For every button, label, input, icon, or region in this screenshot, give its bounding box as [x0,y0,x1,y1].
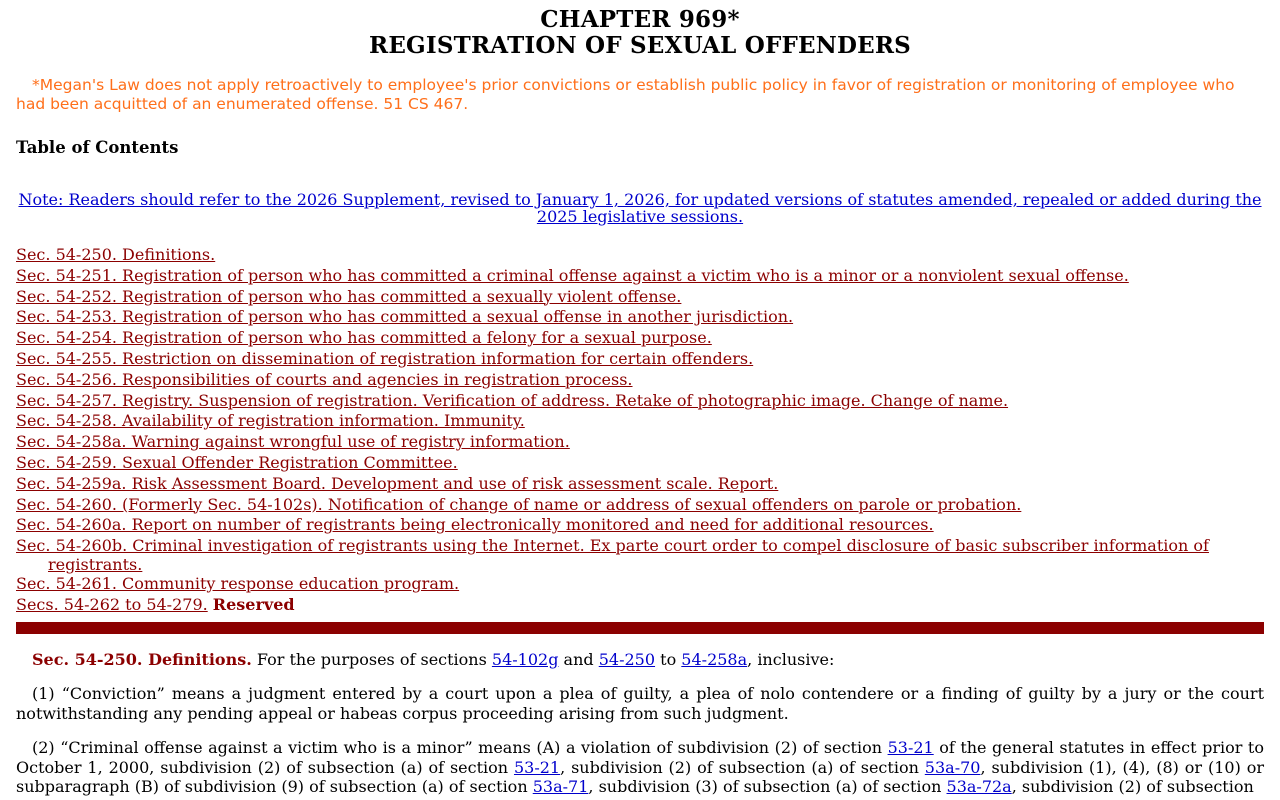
statute-body [16,650,1264,797]
supplement-note [16,191,1264,225]
toc-item [16,245,1264,266]
toc-link-54-260b[interactable]: Sec. 54-260b. Criminal investigation of registrants using the Internet. Ex parte court order to compel disclosure of basic subscriber information of registrants. [16,536,1209,575]
toc-item [16,287,1264,308]
definition-criminal-offense-minor [16,738,1264,797]
section-54-250-intro [16,650,1264,670]
toc-item [16,266,1264,287]
toc-item [16,411,1264,432]
toc-link-54-258[interactable]: Sec. 54-258. Availability of registration information. Immunity. [16,411,525,431]
chapter-name: REGISTRATION OF SEXUAL OFFENDERS [369,32,911,59]
toc-item [16,328,1264,349]
toc-link-54-256[interactable]: Sec. 54-256. Responsibilities of courts and agencies in registration process. [16,369,633,389]
toc-link-54-255[interactable]: Sec. 54-255. Restriction on dissemination of registration information for certain offenders. [16,348,754,368]
link-54-250[interactable]: 54-250 [598,649,656,669]
link-54-102g[interactable]: 54-102g [491,649,559,669]
toc-link-54-260a[interactable]: Sec. 54-260a. Report on number of registrants being electronically monitored and need for additional resources. [16,515,934,535]
toc-link-54-261[interactable]: Sec. 54-261. Community response education program. [16,574,460,594]
table-of-contents [16,245,1264,616]
toc-link-54-262-to-54-279[interactable]: Secs. 54-262 to 54-279. [16,594,208,614]
toc-item [16,391,1264,412]
para-text: , subdivision (2) of subsection (a) of section [560,757,919,777]
link-53a-70[interactable]: 53a-70 [924,757,981,777]
link-54-258a[interactable]: 54-258a [681,649,748,669]
toc-link-54-259[interactable]: Sec. 54-259. Sexual Offender Registration Committee. [16,452,458,472]
chapter-footnote: *Megan's Law does not apply retroactively to employee's prior convictions or establish public policy in favor of registration or monitoring of employee who had been acquitted of an enumerated offense. 51 CS 467. [16,76,1235,113]
link-53a-71[interactable]: 53a-71 [532,777,589,797]
toc-item [16,536,1264,574]
toc-item [16,453,1264,474]
toc-item [16,574,1264,595]
toc-heading: Table of Contents [16,138,179,157]
toc-link-54-250[interactable]: Sec. 54-250. Definitions. [16,245,216,264]
chapter-title [16,7,1264,59]
para-text: of the general statutes in effect prior to October 1, 2000, subdivision (2) of subsection (a) of section [16,738,1264,777]
toc-item [16,474,1264,495]
toc-item [16,370,1264,391]
para-text: , subdivision (1), (4), (8) or (10) or subparagraph (B) of subdivision (9) of subsection (a) of section [16,757,1265,797]
chapter-number: CHAPTER 969* [540,6,740,33]
section-divider [16,622,1264,634]
toc-link-54-252[interactable]: Sec. 54-252. Registration of person who has committed a sexually violent offense. [16,286,682,306]
toc-link-54-259a[interactable]: Sec. 54-259a. Risk Assessment Board. Development and use of risk assessment scale. Report. [16,473,779,493]
toc-item [16,307,1264,328]
para-text: (2) “Criminal offense against a victim who is a minor” means (A) a violation of subdivision (2) of section [32,738,883,758]
intro-tail: , inclusive: [747,649,835,669]
toc-item [16,495,1264,516]
reserved-label: Reserved [212,594,295,614]
intro-text: For the purposes of sections [256,649,487,669]
link-53-21[interactable]: 53-21 [513,757,561,777]
link-53-21[interactable]: 53-21 [887,738,934,758]
toc-item [16,349,1264,370]
para-text: , subdivision (3) of subsection (a) of section [588,777,942,797]
toc-item [16,515,1264,536]
toc-item [16,595,1264,616]
toc-link-54-254[interactable]: Sec. 54-254. Registration of person who has committed a felony for a sexual purpose. [16,328,712,348]
statute-page [16,0,1264,797]
toc-link-54-258a[interactable]: Sec. 54-258a. Warning against wrongful use of registry information. [16,432,570,452]
supplement-note-link[interactable]: Note: Readers should refer to the 2026 Supplement, revised to January 1, 2026, for updated versions of statutes amended, repealed or added during the 2025 legislative sessions. [18,190,1262,226]
intro-and: and [563,649,594,669]
para-text: , subdivision (2) of subsection [1011,777,1254,797]
intro-to: to [660,649,677,669]
section-title: Sec. 54-250. Definitions. [32,649,252,669]
toc-link-54-253[interactable]: Sec. 54-253. Registration of person who has committed a sexual offense in another jurisdiction. [16,307,794,327]
definition-conviction: (1) “Conviction” means a judgment entered by a court upon a plea of guilty, a plea of nolo contendere or a finding of guilty by a jury or the court notwithstanding any pending appeal or habeas corpus proceeding arising from such judgment. [16,684,1264,723]
toc-link-54-251[interactable]: Sec. 54-251. Registration of person who has committed a criminal offense against a victim who is a minor or a nonviolent sexual offense. [16,265,1129,285]
toc-item [16,432,1264,453]
toc-link-54-260[interactable]: Sec. 54-260. (Formerly Sec. 54-102s). Notification of change of name or address of sexual offenders on parole or probation. [16,494,1022,514]
toc-link-54-257[interactable]: Sec. 54-257. Registry. Suspension of registration. Verification of address. Retake of photographic image. Change of name. [16,390,1009,410]
link-53a-72a[interactable]: 53a-72a [946,777,1012,797]
